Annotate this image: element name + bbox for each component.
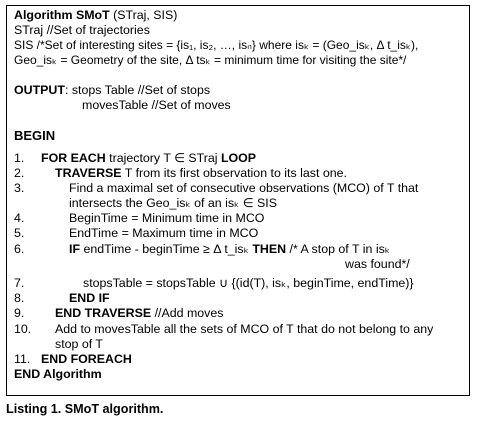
output-keyword: OUTPUT xyxy=(14,83,65,97)
keyword-then: THEN xyxy=(252,242,287,256)
end-algorithm: END Algorithm xyxy=(14,367,102,381)
step-number: 6. xyxy=(14,242,25,256)
step-3: Find a maximal set of consecutive observations (MCO) of T that xyxy=(69,181,419,195)
step-6-continuation: was found*/ xyxy=(345,257,410,271)
step-number: 2. xyxy=(14,166,25,180)
step-comment: //Add moves xyxy=(151,306,224,320)
output-stops: : stops Table //Set of stops xyxy=(64,83,211,97)
keyword-for-each: FOR EACH xyxy=(41,151,106,165)
keyword-traverse: TRAVERSE xyxy=(55,166,122,180)
step-4: BeginTime = Minimum time in MCO xyxy=(69,211,265,225)
keyword-end-foreach: END FOREACH xyxy=(41,352,132,366)
step-9 xyxy=(55,306,223,321)
step-number: 1. xyxy=(14,151,25,165)
keyword-loop: LOOP xyxy=(220,151,257,165)
step-10-continuation: stop of T xyxy=(55,337,103,351)
step-number: 5. xyxy=(14,226,25,240)
sis-definition-line1: SIS /*Set of interesting sites = {is₁, is₂, …, isₙ} where isₖ = (Geo_isₖ, Δ t_isₖ), xyxy=(14,38,419,52)
step-3-continuation: intersects the Geo_isₖ of an isₖ ∈ SIS xyxy=(69,196,277,210)
keyword-if: IF xyxy=(69,242,81,256)
step-number: 11. xyxy=(14,352,31,366)
step-text: T from its first observation to its last one. xyxy=(121,166,347,180)
step-1 xyxy=(41,151,256,166)
step-number: 7. xyxy=(14,276,25,290)
step-text: trajectory T ∈ STraj xyxy=(105,151,221,165)
step-number: 4. xyxy=(14,211,25,225)
listing-caption: Listing 1. SMoT algorithm. xyxy=(6,402,164,416)
step-comment: /* A stop of T in isₖ xyxy=(286,242,391,256)
algorithm-name: Algorithm SMoT xyxy=(14,8,110,22)
straj-definition: STraj //Set of trajectories xyxy=(14,23,150,37)
algorithm-params: (STraj, SIS) xyxy=(109,8,178,22)
begin-keyword: BEGIN xyxy=(14,128,56,143)
output-line xyxy=(14,83,210,98)
step-number: 8. xyxy=(14,291,25,305)
step-text: endTime - beginTime ≥ Δ t_isₖ xyxy=(80,242,253,256)
sis-definition-line2: Geo_isₖ = Geometry of the site, Δ tsₖ = minimum time for visiting the site*/ xyxy=(14,53,407,67)
step-number: 3. xyxy=(14,181,25,195)
keyword-end-if: END IF xyxy=(69,291,110,305)
step-2 xyxy=(55,166,347,181)
step-number: 9. xyxy=(14,306,25,320)
step-10: Add to movesTable all the sets of MCO of T that do not belong to any xyxy=(55,322,434,336)
step-6 xyxy=(69,242,390,257)
step-5: EndTime = Maximum time in MCO xyxy=(69,226,259,240)
step-7: stopsTable = stopsTable ∪ {(id(T), isₖ, beginTime, endTime)} xyxy=(83,276,414,290)
keyword-end-traverse: END TRAVERSE xyxy=(55,306,152,320)
output-moves: movesTable //Set of moves xyxy=(82,98,231,112)
algorithm-listing-box xyxy=(6,5,470,396)
algorithm-title xyxy=(14,8,177,23)
step-number: 10. xyxy=(14,322,32,336)
